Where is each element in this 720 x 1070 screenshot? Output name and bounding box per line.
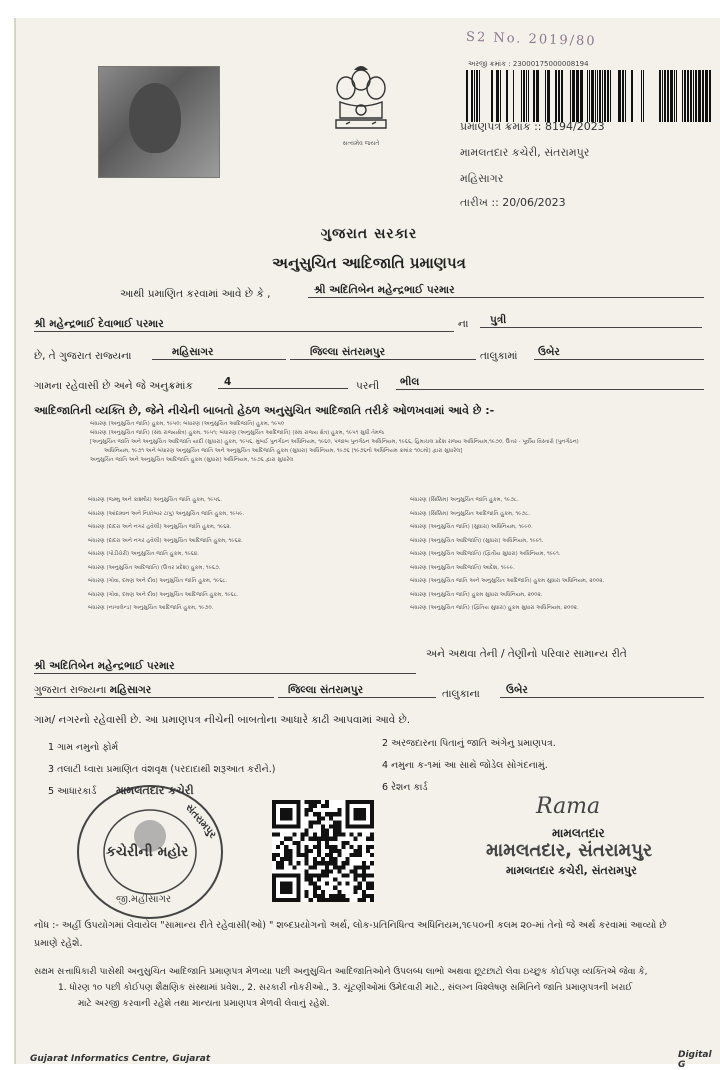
stamp-bottom-text: જી.મહીસાગર [116,894,172,905]
order-item: બંધારણ (અનુસુચિત આદિજાતિ) (ઉત્તર પ્રદેશ) હુકમ, ૧૯૬૭. [88,564,221,571]
stamp-side-text: સંતરામપુર [183,802,218,841]
legal-line: અધિનિયમ, ૧૯૭૧ અને બંધારણ અનુસુચિત જાતિ અને અનુસુચિત આદિજાતિ હુકમ (સુધારા) અધિનિયમ, ૧૯૭૬ (૧૯૭૬નો અધિનિયમ ક્રમાંક ૧૦૮મો) દ્વારા સુધારેલ] [104,448,463,454]
note-purposes: 1. ધોરણ ૧૦ પછી કોઈપણ શૈક્ષણિક સંસ્થામાં પ્રવેશ., 2. સરકારી નોકરીઓ., 3. ચૂંટણીઓમાં ઉમેદવારી માટે., સંલગ્ન વિશ્લેષણ સમિતિને જાતિ પ્રમાણપત્રની ખરાઈ [58,983,633,993]
family-text: અને અથવા તેની / તેણીનો પરિવાર સામાન્ય રીતે [426,648,627,660]
signatory-designation: મામલતદાર, સંતરામપુર [486,840,653,861]
certify-prefix: આથી પ્રમાણિત કરવામાં આવે છે કે , [120,288,271,300]
certificate-number: પ્રમાણપત્ર ક્રમાંક :: 8194/2023 [460,120,605,133]
state2-district: મહિસાગર [109,684,152,696]
certificate-title: અનુસુચિત આદિજાતિ પ્રમાણપત્ર [272,254,466,272]
office-stamp [70,776,230,926]
issue-date: તારીખ :: 20/06/2023 [460,196,566,209]
district-label: જિલ્લા સંતરામપુર [290,346,476,360]
barcode-number: અરજી ક્રમાંક : 23000175000008194 [468,60,589,68]
document-item: 3 તલાટી ધ્વારા પ્રમાણિત વંશવૃક્ષ (પરદાદાથી શરૂઆત કરીને.) [48,764,276,775]
legal-line: અનુસુચિત જાતિ અને અનુસુચિત આદિજાતિ હુકમ (સુધારા) અધિનિયમ, ૧૯૭૬ દ્વારા સુધારેલ [90,457,294,463]
national-emblem-icon [326,58,396,148]
state-district: મહિસાગર [152,346,286,360]
certificate-sheet [14,18,720,1070]
footer-left: Gujarat Informatics Centre, Gujarat [30,1054,211,1064]
resident-prefix: ગામના રહેવાસી છે અને જે અનુક્રમાંક [34,380,193,392]
order-item: બંધારણ (સિક્કિમ) અનુસુચિત જાતિ હુકમ, ૧૯૭૮. [410,497,519,503]
emblem-caption: સત્યમેવ જયતે [342,140,380,147]
order-item: બંધારણ (ગોવા, દમણ અને દીવ) અનુસુચિત આદિજાતિ હુકમ, ૧૯૬૮. [88,591,239,598]
orders-left-column [88,494,388,616]
order-item: બંધારણ (દાદરા અને નગર હવેલી) અનુસુચિત જાતિ હુકમ, ૧૯૬૨. [88,524,232,530]
order-item: બંધારણ (જમ્મુ અને કાશ્મીર) અનુસુચિત જાતિ હુકમ, ૧૯૫૬. [88,497,222,503]
relation-suffix: ના [458,318,469,330]
qr-code [272,800,374,902]
order-item: બંધારણ (અનુસુચિત આદિજાતિ) (સુધારા) અધિનિયમ, ૧૯૯૧. [410,537,544,544]
village2-name: ઉબેર [500,684,704,698]
order-item: બંધારણ (આંદામાન અને નિકોબાર ટાપુ) અનુસુચિત જાતિ હુકમ, ૧૯૫૯. [88,510,245,517]
legal-line: [અનુસુચિત જાતિ અને અનુસુચિત આદિજાતિ યાદી (સુધારા) હુકમ, ૧૯૫૬, મુંબઈ પુનર્ગઠન અધિનિયમ, ૧૯૬૦, પંજાબ પુનર્ગઠન અધિનિયમ, ૧૯૬૬, હિમાચલ પ્રદેશ રાજ્ય અધિનિયમ,૧૯૭૦, ઉત્તર - પૂર્વીય વિસ્તારો (પુનર્ગઠન) [90,439,579,445]
taluka2-label: તાલુકાના [442,688,480,700]
order-item: બંધારણ (અનુસુચિત જાતિ) (સુધારા) અધિનિયમ, ૧૯૯૦. [410,524,533,530]
signatory-title: મામલતદાર [552,826,605,840]
relation: પુત્રી [480,314,702,328]
document-item: 2 અરજદારના પિતાનું જાતિ અંગેનુ પ્રમાણપત્ર. [382,738,556,749]
on-label: પરની [356,380,380,392]
district2-label: જિલ્લા સંતરામપુર [278,684,436,698]
tribe-recognition-text: આદિજાતિની વ્યક્તિ છે, જેને નીચેની બાબતો હેઠળ અનુસુચિત આદિજાતિ તરીકે ઓળખવામાં આવે છે :- [34,404,495,417]
handwritten-number: S2 No. 2019/80 [465,29,597,50]
tribe-name: ભીલ [396,376,704,390]
order-item: બંધારણ (દાદરા અને નગર હવેલી) અનુસુચિત આદિજાતિ હુકમ, ૧૯૬૨. [88,537,243,544]
signature-scribble: Rama [536,794,601,819]
stamp-top-text: મામલતદાર કચેરી [116,784,194,797]
stamp-middle-text: કચેરીની મહોર [106,844,189,860]
note-definition: નોંધ :- અહીં ઉપયોગમાં લેવાયેલ "સામાન્ય રીતે રહેવાસી(ઓ) " શબ્દપ્રયોગનો અર્થ, લોક-પ્રતિનિધિત્વ અધિનિયમ,૧૯૫૦ની કલમ ૨૦-માં તેનો જે અર્થ કરવામાં આવ્યો છે [34,920,667,931]
issuing-district: મહિસાગર [460,172,504,185]
order-item: બંધારણ (પોંડીચેરી) અનુસુચિત જાતિ હુકમ, ૧૯૬૪. [88,551,200,557]
legal-line: બંધારણ (અનુસુચિત જાતિ) હુકમ, ૧૯૫૦; બંધારણ (અનુસુચિત આદિજાતિ) હુકમ, ૧૯૫૦ [90,421,285,427]
footer-right: Digital G [678,1050,712,1070]
applicant-photo [98,66,220,178]
state2-field [34,684,274,698]
village-name: ઉબેર [534,346,704,360]
order-item: બંધારણ (અનુસુચિત જાતિ) (દ્વિતિય સુધારા) હુકમ સુધારા અધિનિયમ, ૨૦૦૨. [410,605,579,611]
document-item: 4 નમુના ક-૧માં આ સાથે જોડેલ સોગંદનામું. [382,760,548,771]
order-item: બંધારણ (ગોવા, દમણ અને દીવ) અનુસુચિત જાતિ હુકમ, ૧૯૬૮. [88,578,228,584]
note-definition-end: પ્રમાણે રહેશે. [34,938,83,949]
order-item: બંધારણ (નાગાલેન્ડ) અનુસુચિત આદિજાતિ હુકમ, ૧૯૭૦. [88,605,214,611]
document-item: 6 રેશન કાર્ડ [382,782,428,793]
state2-prefix: ગુજરાત રાજ્યના [34,684,107,696]
state-prefix: છે, તે ગુજરાત રાજ્યના [34,350,132,362]
legal-references [90,420,710,465]
signatory-office: મામલતદાર કચેરી, સંતરામપુર [506,864,637,877]
order-item: બંધારણ (અનુસુચિત આદિજાતિ) આદેશ, ૧૯૯૯. [410,564,515,571]
order-item: બંધારણ (સિક્કિમ) અનુસુચિત આદિજાતિ હુકમ, ૧૯૭૮. [410,510,531,517]
barcode [464,70,716,122]
issuing-office: મામલતદાર કચેરી, સંતરામપુર [460,146,590,159]
note-validity: માટે અરજી કરવાની રહેશે તથા માન્યતા પ્રમાણપત્ર મેળવી લેવાનું રહેશે. [78,999,330,1009]
order-item: બંધારણ (અનુસુચિત આદિજાતિ) (દ્વિતીય સુધારા) અધિનિયમ, ૧૯૯૧. [410,551,561,557]
serial-number: 4 [218,376,348,389]
order-item: બંધારણ (અનુસુચિત જાતિ અને અનુસુચિત આદિજાતિ) હુકમ સુધારા અધિનિયમ, ૨૦૦૨. [410,578,605,584]
applicant-name-repeat: શ્રી અદિતિબેન મહેન્દ્રભાઈ પરમાર [34,660,416,674]
document-item: 5 આધારકાર્ડ [48,786,97,797]
basis-text: ગામ/ નગરનો રહેવાસી છે. આ પ્રમાણપત્ર નીચેની બાબતોના આધારે કાઢી આપવામાં આવે છે. [34,714,411,726]
taluka-label: તાલુકામાં [480,350,518,362]
order-item: બંધારણ (અનુસુચિત જાતિ) હુકમ સુધારા અધિનિયમ, ૨૦૦૨. [410,591,543,598]
government-title: ગુજરાત સરકાર [320,226,418,242]
father-name: શ્રી મહેન્દ્રભાઈ દેવાભાઈ પરમાર [34,318,454,332]
applicant-name: શ્રી અદિતિબેન મહેન્દ્રભાઈ પરમાર [308,284,704,298]
document-item: 1 ગામ નમુનો ફોર્મ [48,742,119,753]
signature-block [466,794,696,888]
legal-line: બંધારણ (અનુસુચિત જાતિ) (સંઘ રાજ્યક્ષેત્ર) હુકમ, ૧૯૫૧; બંધારણ (અનુસુચિત આદિજાતિ) (સંઘ રાજ્ય ક્ષેત્ર) હુકમ, ૧૯૫૧ સુધી તેમજ [90,430,384,436]
orders-right-column [410,494,710,616]
note-competent-authority: સક્ષમ સત્તાધિકારી પાસેથી અનુસુચિત આદિજાતિ પ્રમાણપત્ર મેળવ્યા પછી અનુસુચિત આદિજાતિઓને ઉપલબ્ધ લાભો અથવા છૂટછાટો લેવા ઇચ્છુક કોઈપણ વ્યક્તિએ જેવા કે, [34,967,648,977]
